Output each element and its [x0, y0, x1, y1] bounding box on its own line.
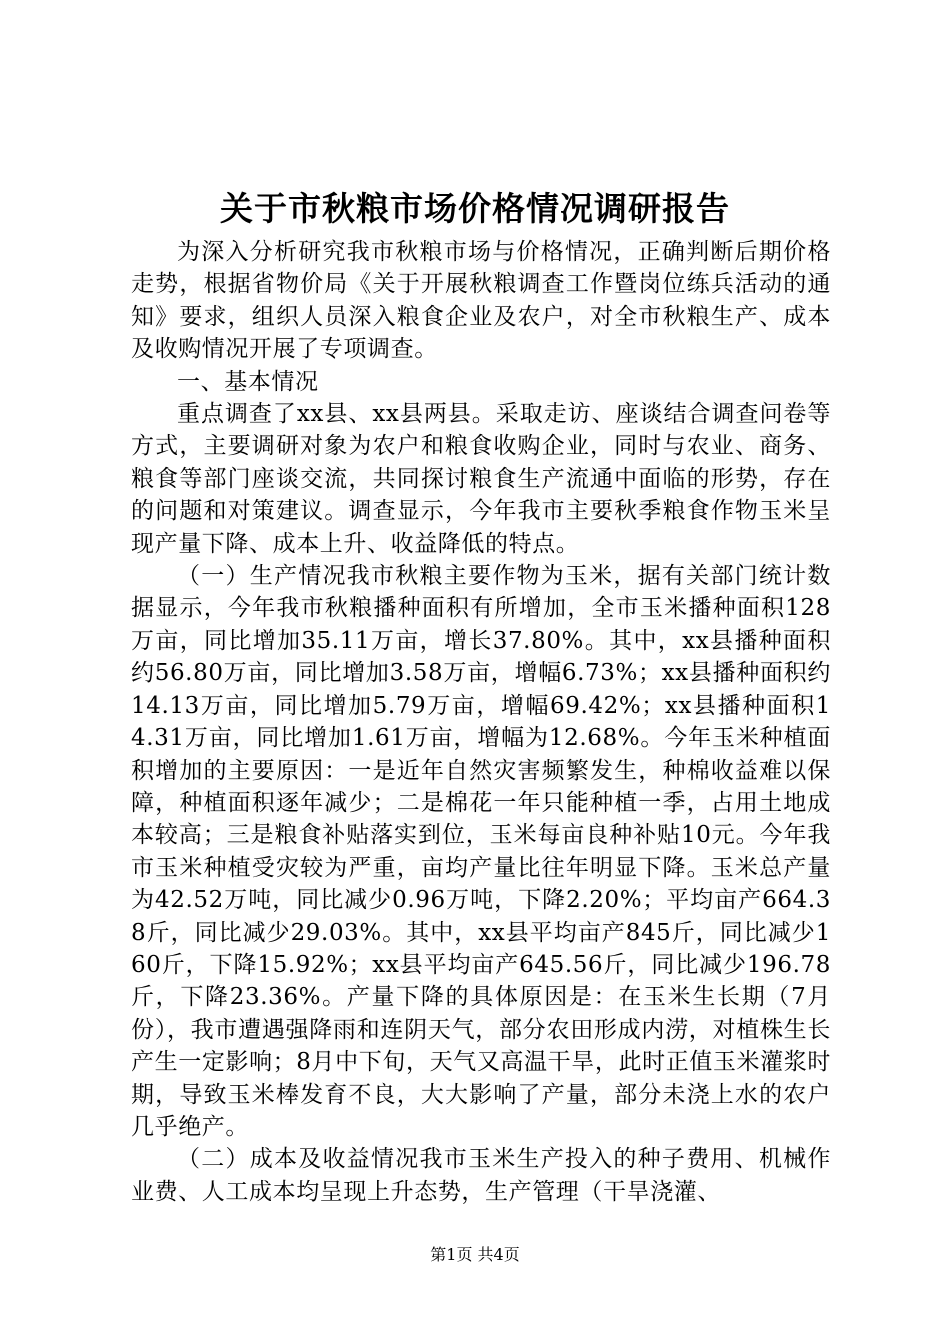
- page-number: 第1页 共4页: [430, 1245, 520, 1264]
- intro-paragraph: 为深入分析研究我市秋粮市场与价格情况，正确判断后期价格走势，根据省物价局《关于开展秋粮调查工作暨岗位练兵活动的通知》要求，组织人员深入粮食企业及农户，对全市秋粮生产、成本及收购情况开展了专项调查。: [131, 239, 831, 363]
- survey-paragraph: 重点调查了xx县、xx县两县。采取走访、座谈结合调查问卷等方式，主要调研对象为农户和粮食收购企业，同时与农业、商务、粮食等部门座谈交流，共同探讨粮食生产流通中面临的形势，存在的问题和对策建议。调查显示，今年我市主要秋季粮食作物玉米呈现产量下降、成本上升、收益降低的特点。: [131, 401, 831, 557]
- production-paragraph: （一）生产情况我市秋粮主要作物为玉米，据有关部门统计数据显示，今年我市秋粮播种面积有所增加，全市玉米播种面积128万亩，同比增加35.11万亩，增长37.80%。其中，xx县播种面积约56.80万亩，同比增加3.58万亩，增幅6.73%；xx县播种面积约14.13万亩，同比增加5.79万亩，增幅69.42%；xx县播种面积14.31万亩，同比增加1.61万亩，增幅为12.68%。今年玉米种植面积增加的主要原因：一是近年自然灾害频繁发生，种棉收益难以保障，种植面积逐年减少；二是棉花一年只能种植一季，占用土地成本较高；三是粮食补贴落实到位，玉米每亩良种补贴10元。今年我市玉米种植受灾较为严重，亩均产量比往年明显下降。玉米总产量为42.52万吨，同比减少0.96万吨，下降2.20%；平均亩产664.38斤，同比减少29.03%。其中，xx县平均亩产845斤，同比减少160斤，下降15.92%；xx县平均亩产645.56斤，同比减少196.78斤，下降23.36%。产量下降的具体原因是：在玉米生长期（7月份），我市遭遇强降雨和连阴天气，部分农田形成内涝，对植株生长产生一定影响；8月中下旬，天气又高温干旱，此时正值玉米灌浆时期，导致玉米棒发育不良，大大影响了产量，部分未浇上水的农户几乎绝产。: [131, 563, 831, 1140]
- section-heading-basic: 一、基本情况: [177, 368, 319, 395]
- cost-paragraph: （二）成本及收益情况我市玉米生产投入的种子费用、机械作业费、人工成本均呈现上升态势，生产管理（干旱浇灌、: [131, 1146, 831, 1205]
- document-body: [131, 236, 831, 1208]
- document-title: 关于市秋粮市场价格情况调研报告: [220, 189, 730, 228]
